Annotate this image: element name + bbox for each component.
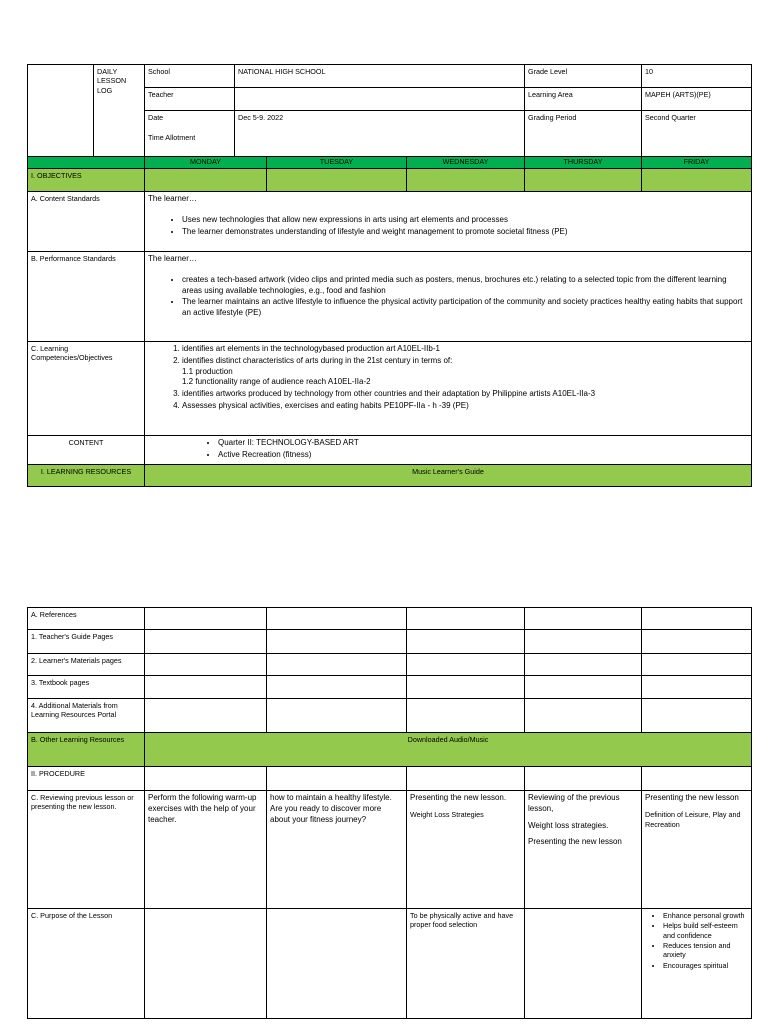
competencies-label: C. Learning Competencies/Objectives	[28, 342, 145, 436]
list-item: • Encourages spiritual	[663, 961, 748, 970]
list-item: 4. Assesses physical activities, exercises and eating habits PE10PF-IIa - h -39 (PE)	[182, 401, 748, 412]
school-label: School	[145, 65, 235, 88]
learners-materials-label: 2. Learner's Materials pages	[28, 654, 145, 676]
lesson-log-table-bottom	[27, 607, 752, 1019]
period-label: Grading Period	[525, 111, 642, 157]
textbook-label: 3. Textbook pages	[28, 676, 145, 699]
procedure-label: II. PROCEDURE	[28, 767, 145, 791]
list-item: • The learner demonstrates understanding of lifestyle and weight management to promote societal fitness (PE)	[182, 227, 748, 238]
lesson-log-table-top	[27, 64, 752, 157]
list-item: • Active Recreation (fitness)	[218, 450, 748, 461]
list-item: • Helps build self-esteem and confidence	[663, 921, 748, 940]
reviewing-thursday: Reviewing of the previous lesson, Weight loss strategies. Presenting the new lesson	[525, 791, 642, 909]
reviewing-monday: Perform the following warm-up exercises with the help of your teacher.	[145, 791, 267, 909]
day-header-blank	[28, 157, 145, 169]
additional-materials-label: 4. Additional Materials from Learning Resources Portal	[28, 699, 145, 733]
list-item: 1. identifies art elements in the technologybased production art A10EL-IIb-1	[182, 344, 748, 355]
list-item: 2. identifies distinct characteristics of arts during in the 21st century in terms of: 1.1 production 1.2 functionality range of audience reach A10EL-IIa-2	[182, 356, 748, 388]
teachers-guide-label: 1. Teacher's Guide Pages	[28, 630, 145, 654]
teacher-label: Teacher	[145, 88, 235, 111]
content-standards-cell: The learner… • Uses new technologies that allow new expressions in arts using art elements and processes • The learner demonstrates understanding of lifestyle and weight management to promote societal fitness (PE)	[145, 192, 752, 252]
day-thursday: THURSDAY	[525, 157, 642, 169]
purpose-friday	[642, 909, 752, 1019]
grade-label: Grade Level	[525, 65, 642, 88]
list-item: • The learner maintains an active lifestyle to influence the physical activity participation of the community and society practices healthy eating habits that support an active lifestyle (PE)	[182, 297, 748, 319]
blank-corner-cell	[28, 65, 94, 157]
day-monday: MONDAY	[145, 157, 267, 169]
other-resources-value: Downloaded Audio/Music	[145, 733, 752, 767]
objectives-heading: I. OBJECTIVES	[28, 169, 145, 192]
content-standards-label: A. Content Standards	[28, 192, 145, 252]
purpose-label: C. Purpose of the Lesson	[28, 909, 145, 1019]
performance-standards-cell: The learner… • creates a tech-based artwork (video clips and printed media such as posters, menus, brochures etc.) relating to a selected topic from the different learning areas using available technologies, e.g., food and fashion • The learner maintains an active lifestyle to influence the physical activity participation of the community and society practices healthy eating habits that support an active lifestyle (PE)	[145, 252, 752, 342]
reviewing-wednesday: Presenting the new lesson. Weight Loss Strategies	[407, 791, 525, 909]
grade-value: 10	[642, 65, 752, 88]
day-wednesday: WEDNESDAY	[407, 157, 525, 169]
list-item: • Quarter II: TECHNOLOGY-BASED ART	[218, 438, 748, 449]
date-time-labels	[145, 111, 235, 157]
reviewing-tuesday: how to maintain a healthy lifestyle. Are you ready to discover more about your fitness journey?	[267, 791, 407, 909]
day-tuesday: TUESDAY	[267, 157, 407, 169]
teacher-value	[235, 88, 525, 111]
reviewing-label: C. Reviewing previous lesson or presenting the new lesson.	[28, 791, 145, 909]
performance-standards-label: B. Performance Standards	[28, 252, 145, 342]
purpose-wednesday: To be physically active and have proper food selection	[407, 909, 525, 1019]
list-item: • Enhance personal growth	[663, 911, 748, 920]
lesson-log-table-objectives	[27, 156, 752, 487]
list-item: 3. identifies artworks produced by technology from other countries and their adaptation by Philippine artists A10EL-IIa-3	[182, 389, 748, 400]
period-value: Second Quarter	[642, 111, 752, 157]
list-item: • creates a tech-based artwork (video clips and printed media such as posters, menus, brochures etc.) relating to a selected topic from the different learning areas using available technologies, e.g., food and fashion	[182, 275, 748, 297]
reviewing-friday: Presenting the new lesson Definition of Leisure, Play and Recreation	[642, 791, 752, 909]
area-label: Learning Area	[525, 88, 642, 111]
list-item: • Reduces tension and anxiety	[663, 941, 748, 960]
school-value: NATIONAL HIGH SCHOOL	[235, 65, 525, 88]
dll-title: DAILY LESSON LOG	[94, 65, 145, 157]
learning-resources-label: I. LEARNING RESOURCES	[28, 464, 145, 486]
competencies-cell	[145, 342, 752, 436]
area-value: MAPEH (ARTS)(PE)	[642, 88, 752, 111]
date-value: Dec 5-9. 2022	[235, 111, 525, 157]
time-label: Time Allotment	[148, 133, 196, 143]
references-label: A. References	[28, 608, 145, 630]
list-item: • Uses new technologies that allow new expressions in arts using art elements and processes	[182, 215, 748, 226]
date-label: Date	[148, 113, 164, 122]
content-cell	[145, 436, 752, 465]
content-label: CONTENT	[28, 436, 145, 465]
other-resources-label: B. Other Learning Resources	[28, 733, 145, 767]
learning-resources-value: Music Learner's Guide	[145, 464, 752, 486]
day-friday: FRIDAY	[642, 157, 752, 169]
